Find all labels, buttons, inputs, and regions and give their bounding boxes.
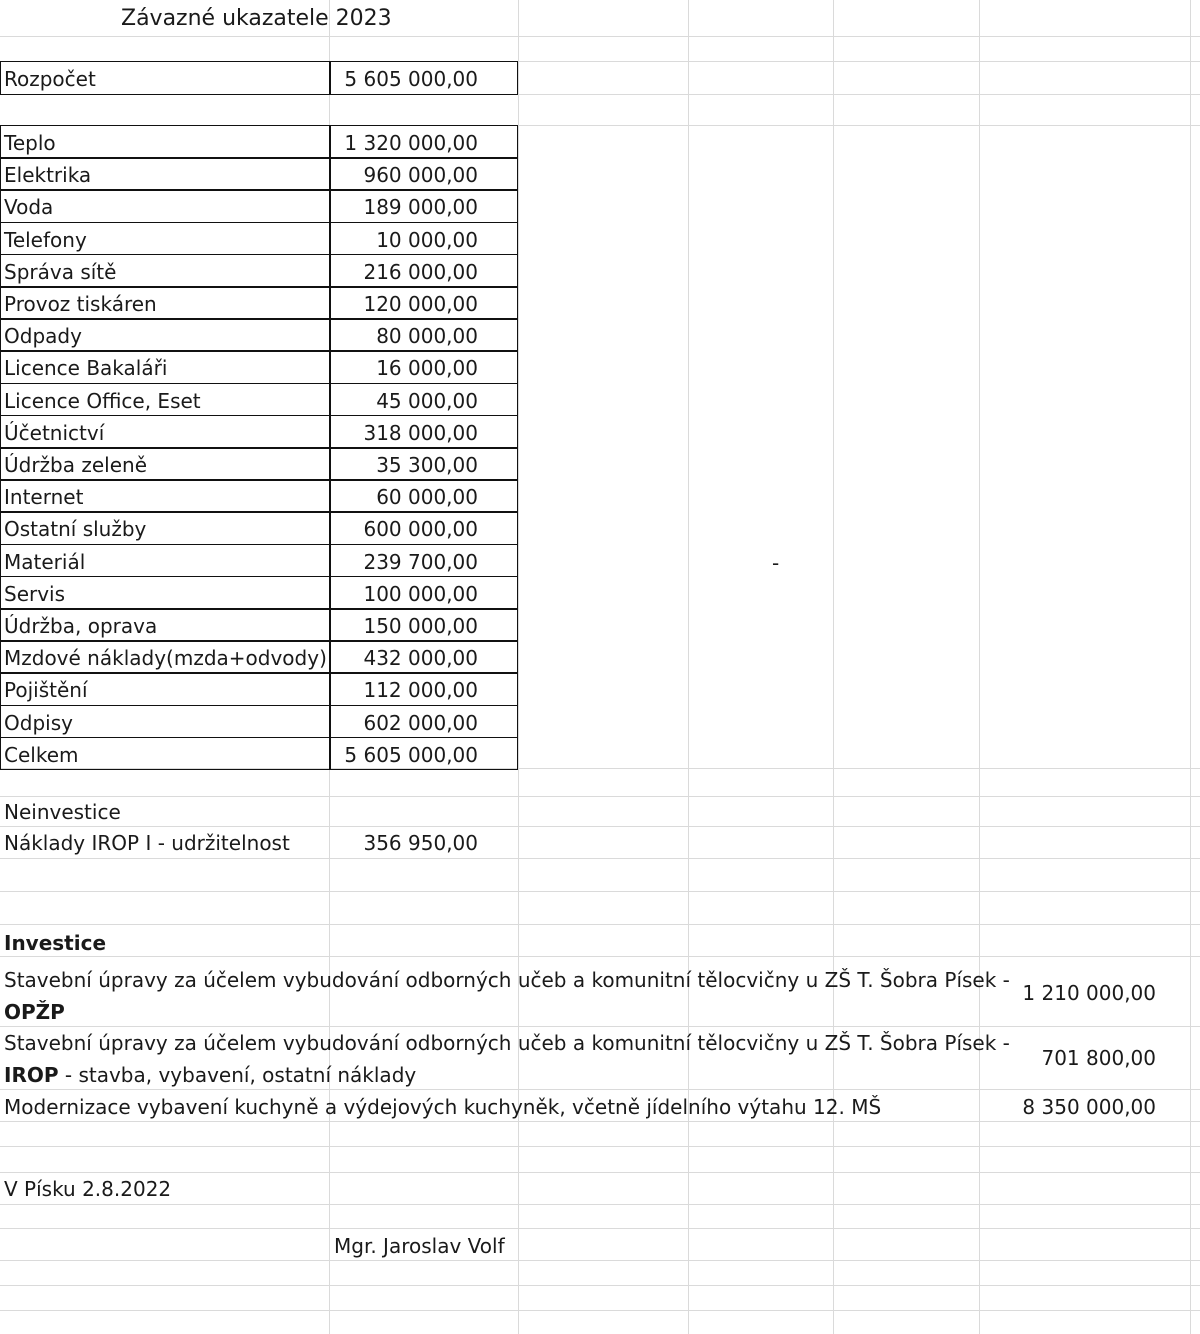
table-row-border xyxy=(0,672,518,674)
neinvestice-label: Náklady IROP I - udržitelnost xyxy=(4,831,290,855)
table-row-border xyxy=(0,222,518,224)
investice-row-2-line2 xyxy=(4,1063,416,1087)
investice-row-2-value: 701 800,00 xyxy=(1041,1046,1156,1070)
table-row-border xyxy=(0,318,518,320)
investice-row-1-line1: Stavební úpravy za účelem vybudování odborných učeb a komunitní tělocvičny u ZŠ T. Šobra Písek - xyxy=(4,968,1010,992)
table-row-border xyxy=(0,576,518,578)
table-row-value: 1 320 000,00 xyxy=(344,131,478,155)
investice-row-1-line2 xyxy=(4,1000,65,1024)
table-row-label: Elektrika xyxy=(4,163,92,188)
table-row-border xyxy=(0,544,518,546)
table-row-value: 602 000,00 xyxy=(363,710,478,735)
investice-row-3-value: 8 350 000,00 xyxy=(1022,1095,1156,1119)
table-row-value: 960 000,00 xyxy=(363,163,478,188)
table-row-label: Údržba zeleně xyxy=(4,453,148,477)
table-row-label: Servis xyxy=(4,581,66,606)
table-row-value: 432 000,00 xyxy=(363,646,478,671)
table-row-border xyxy=(0,608,518,610)
table-row-border xyxy=(0,286,518,288)
table-row-label: Správa sítě xyxy=(4,259,117,284)
investice-row-2-line1: Stavební úpravy za účelem vybudování odborných učeb a komunitní tělocvičny u ZŠ T. Šobra Písek - xyxy=(4,1031,1010,1055)
table-row-value: 10 000,00 xyxy=(376,227,478,252)
table-row-value: 189 000,00 xyxy=(363,195,478,220)
table-row-label: Účetnictví xyxy=(4,420,105,445)
budget-divider xyxy=(329,61,331,95)
table-row-label: Internet xyxy=(4,485,84,510)
table-row-value: 216 000,00 xyxy=(363,259,478,284)
table-row-label: Provoz tiskáren xyxy=(4,292,157,316)
table-row-border xyxy=(0,189,518,191)
stray-dash: - xyxy=(772,551,780,575)
table-row-label: Odpady xyxy=(4,324,82,349)
investice-row-3-label: Modernizace vybavení kuchyně a výdejových kuchyněk, včetně jídelního výtahu 12. MŠ xyxy=(4,1095,882,1119)
table-row-value: 35 300,00 xyxy=(376,453,478,477)
table-row-value: 150 000,00 xyxy=(363,614,478,638)
neinvestice-value: 356 950,00 xyxy=(363,831,478,855)
investice-row-1-program: OPŽP xyxy=(4,1000,65,1024)
table-row-border xyxy=(0,705,518,707)
table-row-label: Licence Bakaláři xyxy=(4,356,168,381)
page-title: Závazné ukazatele 2023 xyxy=(121,6,392,31)
table-row-border xyxy=(0,479,518,481)
place-date: V Písku 2.8.2022 xyxy=(4,1177,172,1201)
table-row-label: Licence Office, Eset xyxy=(4,388,201,413)
table-row-label: Odpisy xyxy=(4,710,73,735)
table-row-border xyxy=(0,511,518,513)
table-row-value: 239 700,00 xyxy=(363,549,478,574)
signature: Mgr. Jaroslav Volf xyxy=(334,1234,505,1258)
table-row-label: Údržba, oprava xyxy=(4,614,158,638)
table-row-border xyxy=(0,737,518,739)
budget-label: Rozpočet xyxy=(4,67,96,91)
table-row-label: Voda xyxy=(4,195,54,220)
table-row-border xyxy=(0,447,518,449)
table-row-label: Telefony xyxy=(4,227,87,252)
investice-heading: Investice xyxy=(4,931,107,955)
table-row-value: 60 000,00 xyxy=(376,485,478,510)
table-row-label: Materiál xyxy=(4,549,86,574)
table-row-border xyxy=(0,350,518,352)
neinvestice-heading: Neinvestice xyxy=(4,800,121,824)
investice-row-2-rest: - stavba, vybavení, ostatní náklady xyxy=(58,1063,417,1087)
table-row-border xyxy=(0,254,518,256)
table-row-border xyxy=(0,157,518,159)
table-row-value: 80 000,00 xyxy=(376,324,478,349)
table-row-border xyxy=(0,640,518,642)
table-row-border xyxy=(0,383,518,385)
table-row-label: Mzdové náklady(mzda+odvody) xyxy=(4,646,327,671)
table-row-label: Pojištění xyxy=(4,678,88,703)
table-row-label: Ostatní služby xyxy=(4,517,147,542)
table-row-value: 600 000,00 xyxy=(363,517,478,542)
table-row-value: 120 000,00 xyxy=(363,292,478,316)
table-row-label: Celkem xyxy=(4,742,79,767)
table-row-value: 112 000,00 xyxy=(363,678,478,703)
investice-row-2-program: IROP xyxy=(4,1063,59,1087)
table-row-label: Teplo xyxy=(4,131,56,155)
table-row-value: 16 000,00 xyxy=(376,356,478,381)
table-row-value: 100 000,00 xyxy=(363,581,478,606)
table-row-value: 45 000,00 xyxy=(376,388,478,413)
table-row-value: 5 605 000,00 xyxy=(344,742,478,767)
table-row-value: 318 000,00 xyxy=(363,420,478,445)
investice-row-1-value: 1 210 000,00 xyxy=(1022,981,1156,1005)
table-row-border xyxy=(0,415,518,417)
budget-value: 5 605 000,00 xyxy=(344,67,478,91)
